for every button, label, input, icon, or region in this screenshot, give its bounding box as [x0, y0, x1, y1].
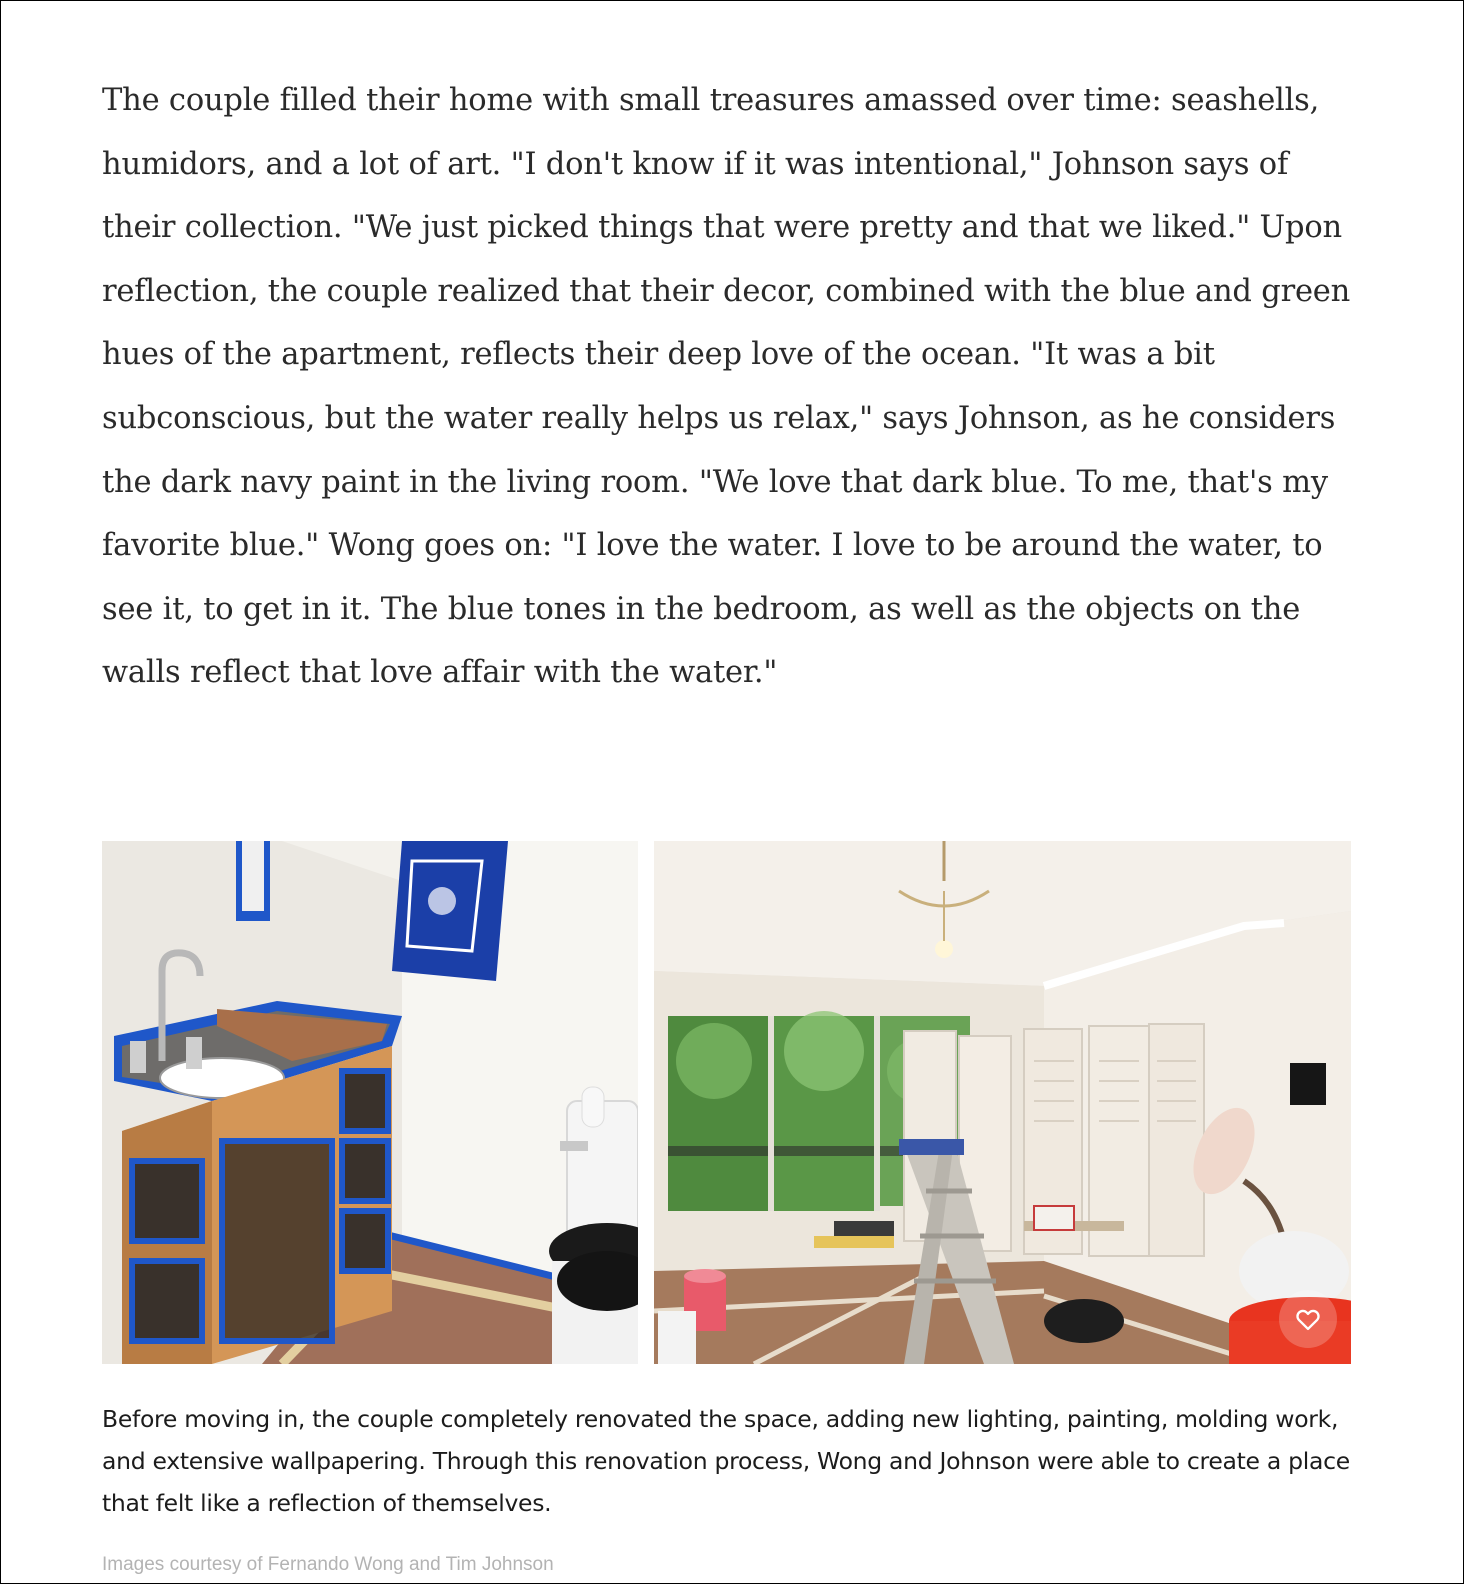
bedroom-renovation-photo[interactable]	[654, 841, 1351, 1364]
favorite-button[interactable]	[1279, 1290, 1337, 1348]
bedroom-illustration	[654, 841, 1351, 1364]
bathroom-illustration	[102, 841, 638, 1364]
gallery-caption: Before moving in, the couple completely renovated the space, adding new lighting, painting, molding work, and extensive wallpapering. Through this renovation process, Wong and Johnson were able to create a place that felt like a reflection of themselves.	[102, 1405, 1350, 1517]
image-gallery	[102, 841, 1351, 1364]
article-paragraph: The couple filled their home with small treasures amassed over time: seashells, humidors, and a lot of art. "I don't know if it was intentional," Johnson says of their collection. "We just picked things that were pretty and that we liked." Upon reflection, the couple realized that their decor, combined with the blue and green hues of the apartment, reflects their deep love of the ocean. "It was a bit subconscious, but the water really helps us relax," says Johnson, as he considers the dark navy paint in the living room. "We love that dark blue. To me, that's my favorite blue." Wong goes on: "I love the water. I love to be around the water, to see it, to get in it. The blue tones in the bedroom, as well as the objects on the walls reflect that love affair with the water."	[102, 83, 1351, 691]
image-credit: Images courtesy of Fernando Wong and Tim Johnson	[102, 1554, 554, 1575]
bathroom-renovation-photo[interactable]	[102, 841, 638, 1364]
heart-outline-icon	[1294, 1305, 1322, 1333]
